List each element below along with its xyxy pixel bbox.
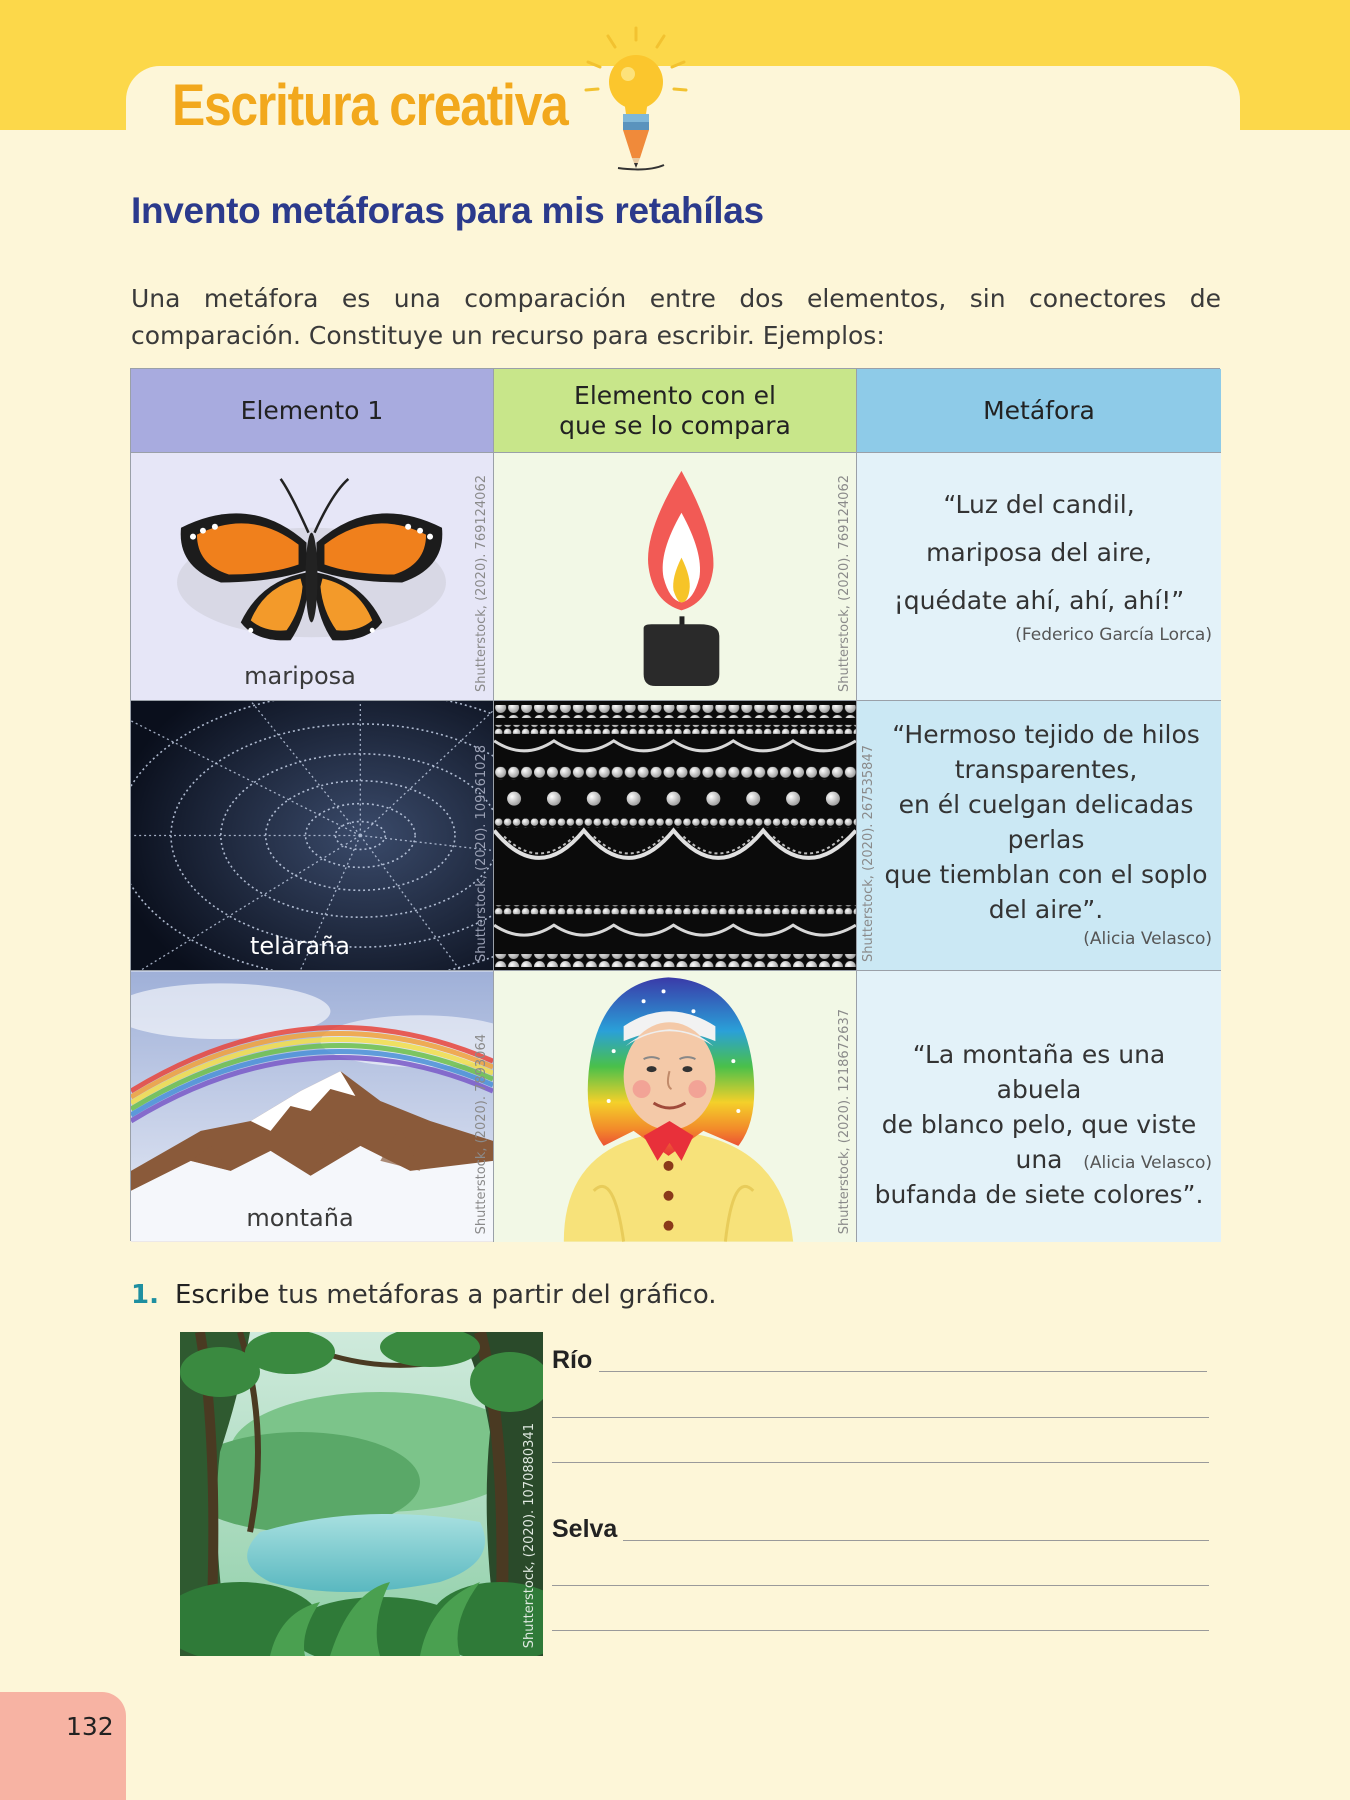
quote-author: (Alicia Velasco) (1083, 929, 1212, 949)
cell-metaphor-2 (857, 701, 1221, 971)
cell-spiderweb (131, 701, 494, 971)
column-header-line: que se lo compara (559, 410, 791, 440)
answer-line-rio-1[interactable] (599, 1371, 1207, 1372)
label-rio: Río (552, 1346, 593, 1374)
exercise-instruction (131, 1280, 717, 1310)
quote-line: bufanda de siete colores”. (874, 1180, 1204, 1209)
element-label: mariposa (244, 662, 356, 690)
quote-line: en él cuelgan delicadas (898, 790, 1194, 819)
cell-mountain (131, 971, 494, 1242)
cell-metaphor-3 (857, 971, 1221, 1242)
quote-line: ¡quédate ahí, ahí, ahí!” (893, 586, 1185, 615)
candle-illustration (494, 453, 856, 700)
section-title: Escritura creativa (172, 73, 568, 138)
exercise-number: 1. (131, 1280, 159, 1310)
cell-candle (494, 453, 857, 701)
quote-line: mariposa del aire, (926, 538, 1152, 567)
jungle-illustration (180, 1332, 543, 1656)
image-credit: Shutterstock, (2020). 1218672637 (837, 1008, 852, 1234)
quote-line: del aire”. (988, 895, 1104, 924)
grandmother-illustration (494, 971, 856, 1242)
answer-line-selva-1[interactable] (623, 1540, 1209, 1541)
exercise-verb: Escribe (174, 1280, 270, 1310)
answer-line-rio-3[interactable] (552, 1462, 1209, 1463)
answer-line-selva-2[interactable] (552, 1585, 1209, 1586)
pearl-lace-photo (494, 701, 856, 970)
metaphor-quote (867, 481, 1211, 625)
image-credit: Shutterstock, (2020). 769124062 (837, 475, 852, 692)
cell-metaphor-1 (857, 453, 1221, 701)
image-credit: Shutterstock, (2020). 7893064 (474, 1033, 489, 1234)
image-credit: Shutterstock, (2020). 267535847 (861, 745, 876, 962)
quote-line: que tiemblan con el soplo (884, 860, 1208, 889)
quote-line: “Luz del candil, (943, 490, 1135, 519)
column-header-metaphor: Metáfora (857, 369, 1221, 453)
page-number: 132 (66, 1712, 114, 1741)
exercise-text: tus metáforas a partir del gráfico. (277, 1280, 717, 1310)
cell-pearls (494, 701, 857, 971)
lightbulb-pencil-icon (578, 22, 698, 177)
image-credit: Shutterstock, (2020). 1070880341 (522, 1422, 537, 1648)
cell-grandmother (494, 971, 857, 1242)
element-label: telaraña (249, 932, 351, 960)
spiderweb-photo (131, 701, 493, 970)
quote-author: (Federico García Lorca) (1015, 625, 1212, 645)
metaphor-table (130, 368, 1220, 1241)
quote-line: de blanco pelo, que viste una (881, 1110, 1197, 1174)
quote-line: “Hermoso tejido de hilos (892, 720, 1200, 749)
column-header-element: Elemento 1 (131, 369, 494, 453)
label-selva: Selva (552, 1515, 618, 1543)
quote-line: transparentes, (954, 755, 1138, 784)
answer-line-rio-2[interactable] (552, 1417, 1209, 1418)
metaphor-quote (881, 717, 1211, 927)
activity-heading: Invento metáforas para mis retahílas (131, 190, 764, 231)
answer-line-selva-3[interactable] (552, 1630, 1209, 1631)
image-credit: Shutterstock, (2020). 769124062 (474, 475, 489, 692)
column-header-line: Elemento con el (574, 380, 776, 410)
quote-author: (Alicia Velasco) (1083, 1153, 1212, 1173)
column-header-compared-element (494, 369, 857, 453)
jungle-river-image (180, 1332, 543, 1656)
cell-butterfly (131, 453, 494, 701)
mountain-rainbow-photo (131, 971, 493, 1242)
quote-line: perlas (1007, 825, 1085, 854)
metaphor-quote (867, 1037, 1211, 1212)
element-label: montaña (246, 1204, 354, 1232)
quote-line: “La montaña es una abuela (912, 1040, 1166, 1104)
image-credit: Shutterstock, (2020). 109261028 (474, 745, 489, 962)
intro-paragraph: Una metáfora es una comparación entre dos elementos, sin conectores de comparación. Constituye un recurso para escribir. Ejemplos: (131, 284, 1221, 350)
page-number-tab (0, 1692, 126, 1800)
